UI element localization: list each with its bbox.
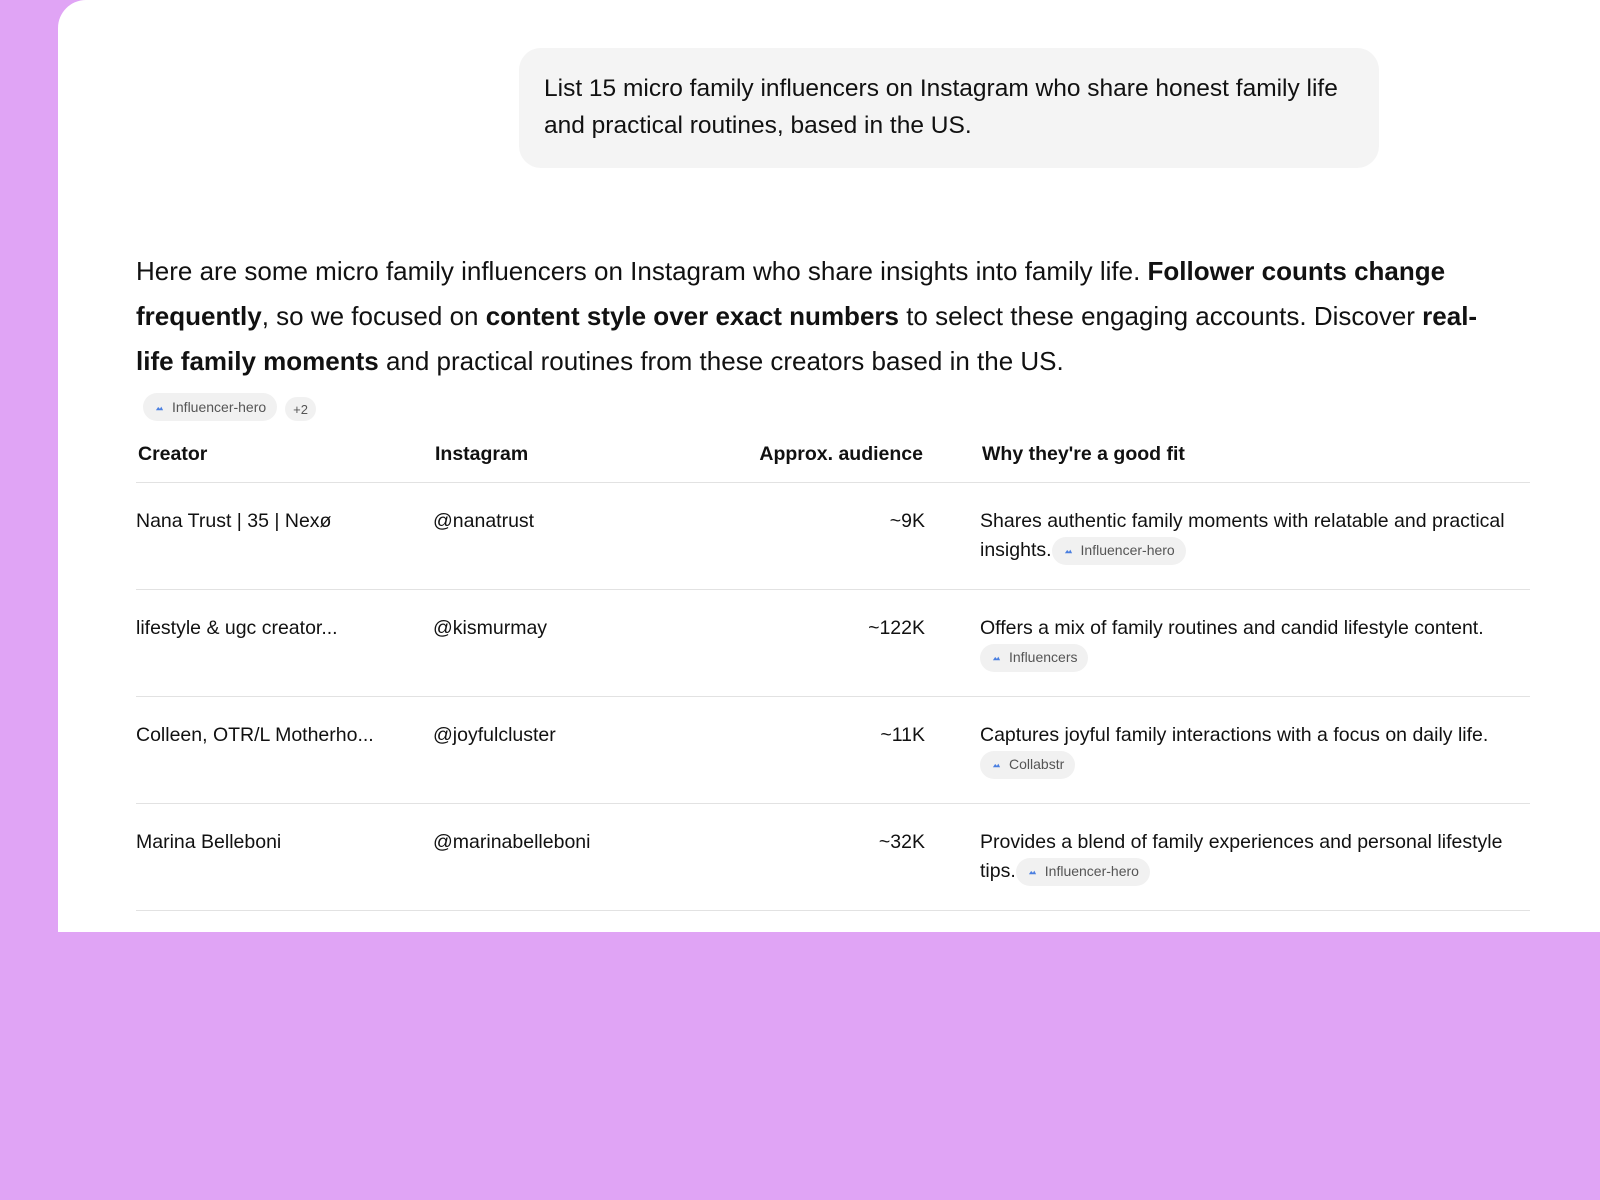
source-chip[interactable] — [1016, 858, 1150, 886]
creators-table — [136, 437, 1530, 911]
source-icon — [992, 760, 1001, 769]
cell-fit — [925, 804, 1530, 911]
cell-audience: ~32K — [679, 804, 925, 911]
table-row — [136, 590, 1530, 697]
source-chip[interactable] — [980, 644, 1088, 672]
source-icon — [1064, 546, 1073, 555]
source-chip-label: Influencer-hero — [1044, 863, 1139, 880]
source-icon — [155, 403, 164, 412]
cell-creator: Marina Belleboni — [136, 804, 433, 911]
source-chip[interactable] — [980, 751, 1075, 779]
more-sources-chip[interactable]: +2 — [285, 397, 316, 421]
fit-text: Provides a blend of family experiences and personal lifestyle tips. — [980, 831, 1503, 882]
user-message: List 15 micro family influencers on Instagram who share honest family life and practical routines, based in the US. — [519, 48, 1379, 168]
source-icon — [1028, 867, 1037, 876]
fit-text: Captures joyful family interactions with a focus on daily life. — [980, 724, 1489, 746]
answer-bold-1: Follower counts change frequently — [136, 256, 1446, 331]
answer-text-2: , so we focused on — [261, 301, 486, 331]
cell-fit — [925, 590, 1530, 697]
table-row — [136, 804, 1530, 911]
cell-audience: ~122K — [679, 590, 925, 697]
table-row — [136, 483, 1530, 590]
cell-creator: lifestyle & ugc creator... — [136, 590, 433, 697]
source-chip-label: Influencers — [1009, 649, 1078, 666]
fit-text: Shares authentic family moments with relatable and practical insights. — [980, 510, 1505, 561]
answer-text-3: to select these engaging accounts. Discover — [898, 301, 1423, 331]
answer-sources — [143, 393, 316, 421]
source-chip-label: Collabstr — [1009, 756, 1065, 773]
assistant-answer — [136, 249, 1506, 384]
table-row — [136, 697, 1530, 804]
header-fit: Why they're a good fit — [925, 437, 1530, 483]
chat-panel — [58, 0, 1600, 932]
source-chip-label: Influencer-hero — [1080, 542, 1175, 559]
cell-creator: Colleen, OTR/L Motherho... — [136, 697, 433, 804]
source-chip[interactable] — [1052, 537, 1186, 565]
cell-fit — [925, 483, 1530, 590]
table-header-row — [136, 437, 1530, 483]
answer-text-1: Here are some micro family influencers on Instagram who share insights into family life. — [136, 256, 1148, 286]
cell-instagram: @kismurmay — [433, 590, 679, 697]
header-instagram: Instagram — [433, 437, 679, 483]
cell-audience: ~11K — [679, 697, 925, 804]
cell-creator: Nana Trust | 35 | Nexø — [136, 483, 433, 590]
source-chip-label: Influencer-hero — [172, 399, 267, 415]
cell-instagram: @nanatrust — [433, 483, 679, 590]
source-icon — [992, 653, 1001, 662]
cell-fit — [925, 697, 1530, 804]
cell-instagram: @joyfulcluster — [433, 697, 679, 804]
answer-bold-3: real-life family moments — [136, 301, 1478, 376]
header-creator: Creator — [136, 437, 433, 483]
header-audience: Approx. audience — [679, 437, 925, 483]
source-chip[interactable] — [143, 393, 277, 421]
cell-audience: ~9K — [679, 483, 925, 590]
fit-text: Offers a mix of family routines and candid lifestyle content. — [980, 617, 1484, 639]
cell-instagram: @marinabelleboni — [433, 804, 679, 911]
answer-text-4: and practical routines from these creators based in the US. — [378, 346, 1064, 376]
answer-bold-2: content style over exact numbers — [485, 301, 899, 331]
